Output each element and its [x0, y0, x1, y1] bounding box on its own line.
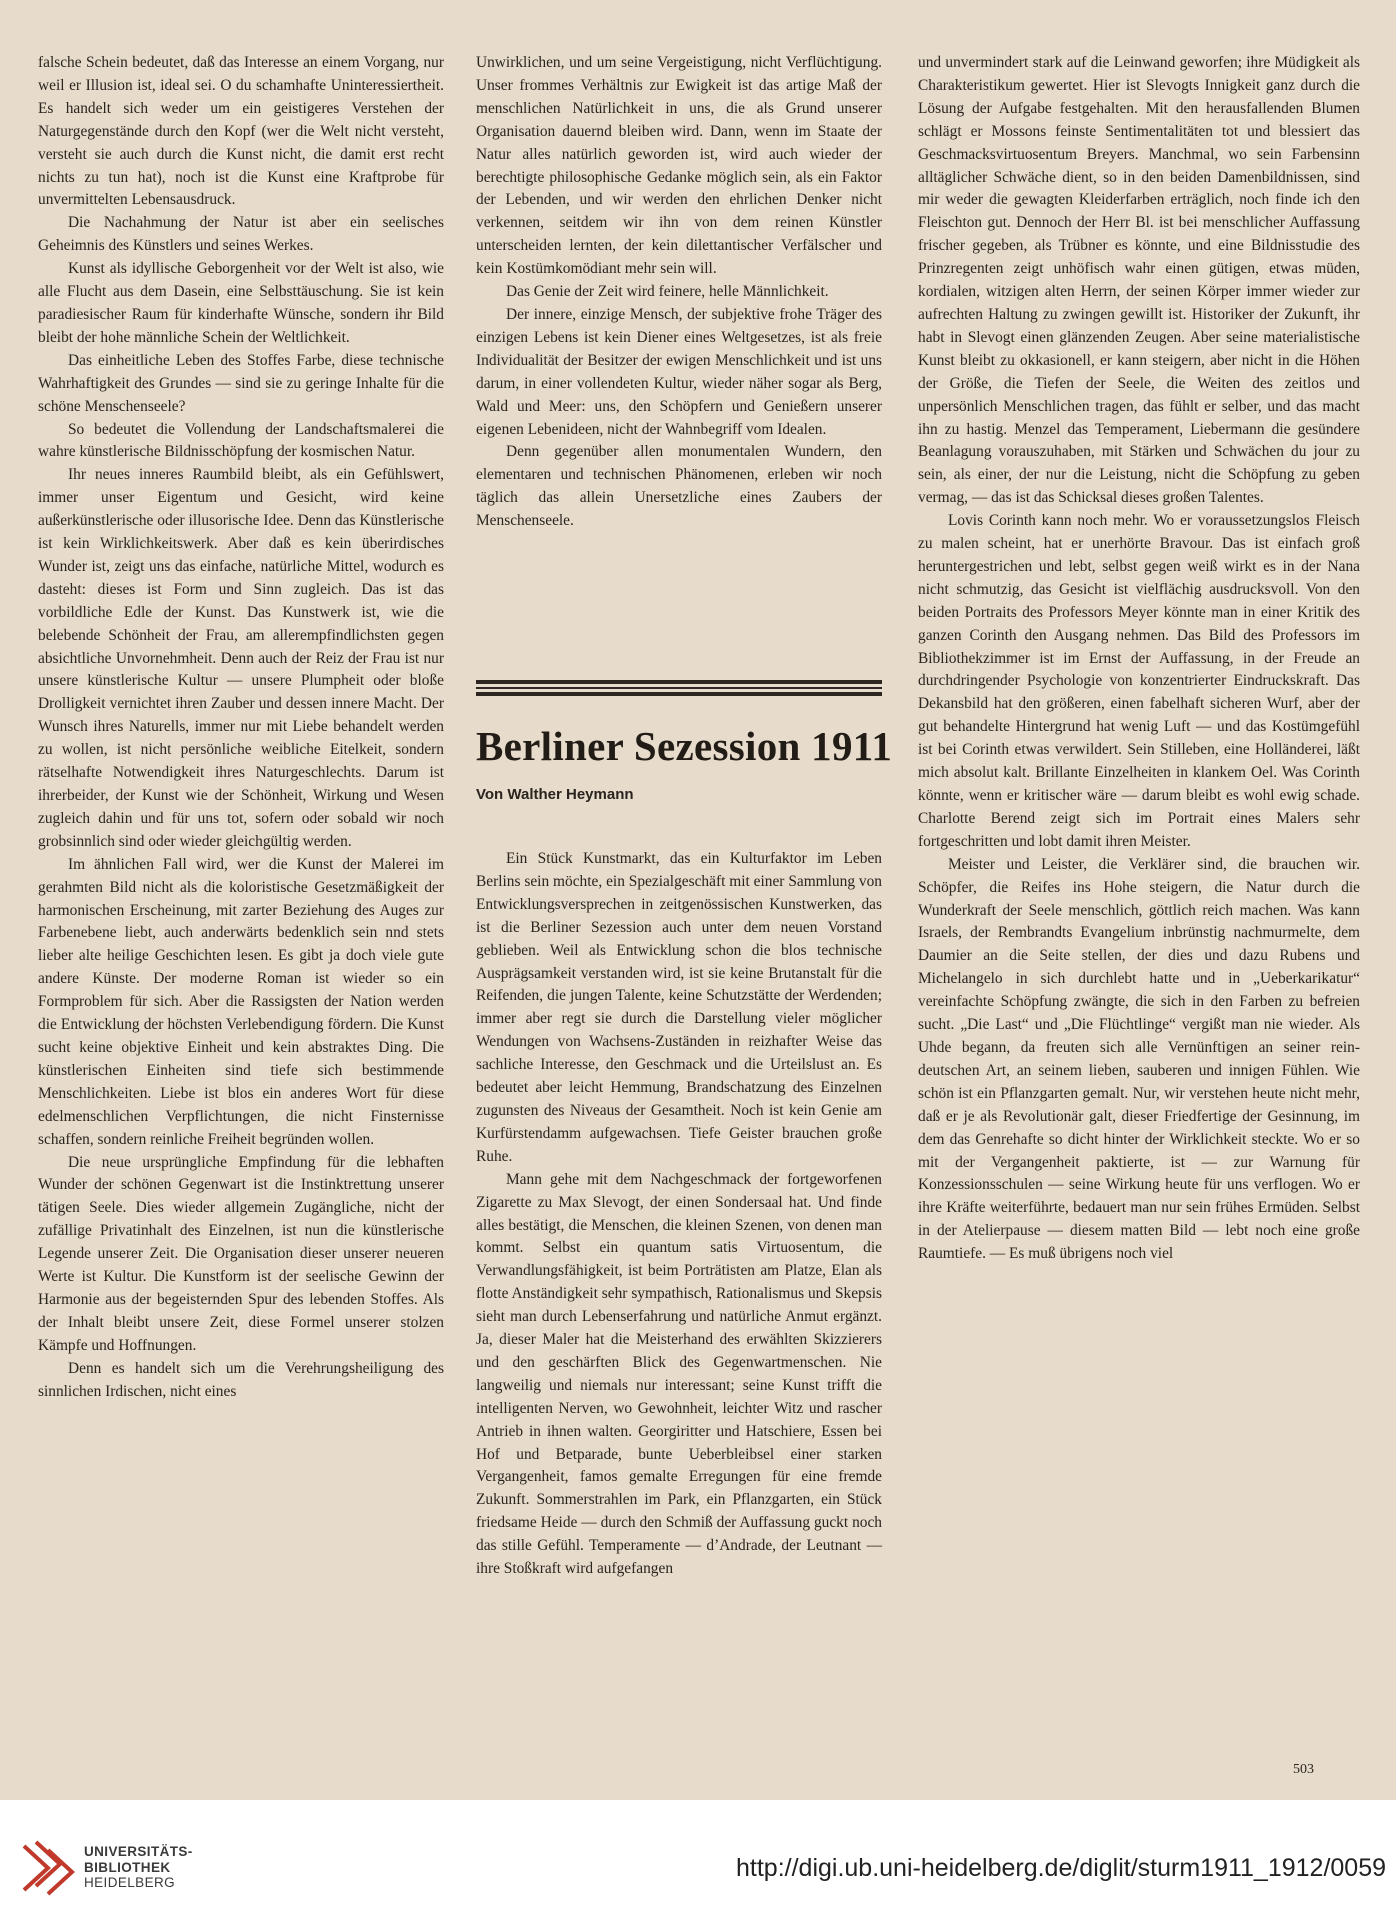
- paragraph: Das einheitliche Leben des Stoffes Farbe, diese technische Wahrhaftigkeit des Grundes — sind sie zu geringe Inhalte für die schöne Menschenseele?: [38, 351, 444, 415]
- paragraph: und unvermindert stark auf die Leinwand geworfen; ihre Müdigkeit als Charakteristikum gewertet. Hier ist Slevogts Innigkeit ganz durch die Lösung der Aufgabe festgehalten. Mit den herausfallenden Blumen schlägt er Mossons feinste Sentimentalitäten tot und blessiert das Geschmacksvirtuosentum Breyers. Manchmal, wo sein Farbensinn alltäglicher Schwäche dient, so in den beiden Damenbildnissen, sind mir weder die gewagten Kleiderfarben erträglich, noch finde ich den Fleischton gut. Dennoch der Herr Bl. ist bei menschlicher Auffassung frischer gegeben, als Trübner es könnte, und eine Bildnisstudie des Prinzregenten zeigt unhöfisch wahr einen gütigen, etwas müden, kordialen, witzigen alten Herrn, der seinen Körper immer wieder zur aufrechten Haltung zu zwingen gewillt ist. Historiker der Zukunft, ihr habt in Slevogt einen glänzenden Zeugen. Aber seine materialistische Kunst bleibt zu okkasionell, er kann steigern, aber nicht in die Höhen der Größe, die Tiefen der Seele, die Weiten des zeitlos und unpersönlich Menschlichen tragen, das fühlt er selber, und das macht ihn zu hastig. Menzel das Temperament, Liebermann die gesündere Beanlagung vorauszuhaben, mit Stärken und Schwächen du jour zu sein, als einer, der nur die Leistung, nicht die Schöpfung zu geben vermag, — das ist das Schicksal dieses großen Talentes.: [918, 54, 1360, 507]
- heidelberg-library-logo-icon: [18, 1838, 78, 1900]
- paragraph: Denn es handelt sich um die Verehrungsheiligung des sinnlichen Irdischen, nicht eines: [38, 1359, 444, 1400]
- paragraph: Denn gegenüber allen monumentalen Wundern, den elementaren und technischen Phänomenen, erleben wir noch täglich das allein Unersetzliche eines Zaubers der Menschenseele.: [476, 443, 882, 530]
- article-headline: Berliner Sezession 1911: [476, 723, 893, 769]
- text-column-middle-article: [476, 848, 882, 1581]
- text-column-left: [38, 52, 444, 1403]
- paragraph: Im ähnlichen Fall wird, wer die Kunst der Malerei im gerahmten Bild nicht als die koloristische Gesetzmäßigkeit der harmonischen Erscheinung, mit zarter Beziehung des Auges zur Farbenebene liebt, auch anderwärts bedenklich sein nnd stets lieber alte heilige Geschichten lesen. Es gibt ja doch viele gute andere Künste. Der moderne Roman ist wieder so ein Formproblem für sich. Aber die Rassigsten der Nation werden die Entwicklung der höchsten Verlebendigung fördern. Die Kunst sucht keine objektive Einheit und kein abstraktes Ding. Die künstlerischen Einheiten sind tiefe sich bestimmende Menschlichkeiten. Liebe ist blos ein anderes Wort für diese edelmenschlichen Verpflichtungen, die nicht Finsternisse schaffen, sondern reinliche Freiheit begründen wollen.: [38, 855, 444, 1148]
- paragraph: Meister und Leister, die Verklärer sind, die brauchen wir. Schöpfer, die Reifes ins Hohe steigern, die Natur durch die Wunderkraft der Seele menschlich, göttlich reich machen. Was kann Israels, der Rembrandts Evangelium inbrünstig nachmurmelte, dem Daumier an die Seite stellen, der dies und dazu Rubens und Michelangelo in sich durchlebt hatte und in „Ueberkarikatur“ vereinfachte Schöpfung zwängte, die sich in den Farben zu befreien sucht. „Die Last“ und „Die Flüchtlinge“ vergißt man nie wieder. Als Uhde begann, da freuten sich alle Vernünftigen an seiner rein-deutschen Art, an seinem lieben, sauberen und innigen Fühlen. Wie schön ist ein Pflanzgarten gemalt. Nur, wir verstehen heute nicht mehr, daß er je als Revolutionär galt, dieser Friedfertige der Gesinnung, im dem das Genrehafte so dicht hinter der Wirklichkeit steckte. Wo er so mit der Vergangenheit paktierte, ist — zur Warnung für Konzessionsschulen — seine Wirkung heute für uns verflogen. Wo er ihre Kräfte weiterführte, bedauert man nur sein frühes Ermüden. Selbst in der Atelierpause — diesem matten Bild — lebt noch eine große Raumtiefe. — Es muß übrigens noch viel: [918, 855, 1360, 1263]
- paragraph: Die Nachahmung der Natur ist aber ein seelisches Geheimnis des Künstlers und seines Werkes.: [38, 214, 444, 255]
- paragraph: Mann gehe mit dem Nachgeschmack der fortgeworfenen Zigarette zu Max Slevogt, der einen Sondersaal hat. Und finde alles bestätigt, die Menschen, die kleinen Szenen, von denen man kommt. Selbst ein quantum satis Virtuosentum, die Verwandlungsfähigkeit, ist beim Porträtisten am Platze, Elan als flotte Anständigkeit sehr sympathisch, Rationalismus und Skepsis sieht man durch Lebenserfahrung und natürliche Anmut ergänzt. Ja, dieser Maler hat die Meisterhand des erwählten Skizzierers und den geschärften Blick des Gegenwartmenschen. Nie langweilig und niemals nur interessant; seine Kunst trifft die intelligenten Nerven, wo Gewohnheit, leichter Witz und rascher Antrieb in ihnen walten. Georgiritter und Hatschiere, Essen bei Hof und Betparade, bunte Ueberbleibsel einer starken Vergangenheit, famos gemalte Erregungen für eine fremde Zukunft. Sommerstrahlen im Park, ein Pflanzgarten, ein Stück friedsame Heide — durch den Schmiß der Auffassung guckt noch das stille Gefühl. Temperamente — d’Andrade, der Leutnant — ihre Stoßkraft wird aufgefangen: [476, 1170, 882, 1578]
- section-divider-thick-top: [476, 680, 882, 684]
- section-divider-thin: [476, 687, 882, 689]
- paragraph: So bedeutet die Vollendung der Landschaftsmalerei die wahre künstlerische Bildnisschöpfung der kosmischen Natur.: [38, 420, 444, 461]
- library-name-line: UNIVERSITÄTS-: [84, 1844, 193, 1859]
- paragraph: Lovis Corinth kann noch mehr. Wo er voraussetzungslos Fleisch zu malen scheint, hat er unerhörte Bravour. Das ist einfach groß heruntergestrichen und lebt, selbst gegen weiß wirkt es in der Nana nicht schmutzig, das Gesicht ist vielflächig ausdrucksvoll. Von den beiden Portraits des Professors Meyer könnte man in einer Kritik des ganzen Corinth den Ausgang nehmen. Das Bild des Professors im Bibliothekzimmer ist im Ernst der Auffassung, in der Freude an durchdringender Psychologie von konzentrierter Eindruckskraft. Das Dekansbild hat den größeren, einen fabelhaft sicheren Wurf, aber der gut behandelte Hintergrund hat wenig Luft — und das Kostümgefühl ist bei Corinth etwas verwildert. Sein Stilleben, eine Holländerei, läßt mich absolut kalt. Brillante Einzelheiten in klankem Oel. Was Corinth könnte, wenn er kritischer wäre — darum bleibt es wohl ewig schade. Charlotte Berend zeigt sich im Portrait eines Malers sehr fortgeschritten und lobt damit ihren Meister.: [918, 512, 1360, 850]
- text-column-middle-top: [476, 52, 882, 533]
- paragraph: Kunst als idyllische Geborgenheit vor der Welt ist also, wie alle Flucht aus dem Dasein, eine Selbsttäuschung. Sie ist kein paradiesischer Raum für kinderhafte Wünsche, sondern ihr Bild bleibt der hohe männliche Schein der Weltlichkeit.: [38, 260, 444, 346]
- article-byline: Von Walther Heymann: [476, 786, 634, 803]
- footer-bar: [0, 1800, 1396, 1925]
- paragraph: Das Genie der Zeit wird feinere, helle Männlichkeit.: [506, 283, 829, 301]
- paragraph: Unwirklichen, und um seine Vergeistigung, nicht Verflüchtigung. Unser frommes Verhältnis zur Ewigkeit ist das artige Maß der menschlichen Natürlichkeit in uns, die als Grund unserer Organisation dauernd bleiben wird. Dann, wenn im Staate der Natur alles natürlich geworden ist, wird auch wieder der berechtigte philosophische Gedanke möglich sein, als ein Faktor der Lebenden, und wir werden den ehrlichen Denker nicht verkennen, seitdem wir ihn von dem reinen Künstler unterscheiden lernten, der kein dilettantischer Verfälscher und kein Kostümkomödiant mehr sein will.: [476, 54, 882, 278]
- paragraph: Ihr neues inneres Raumbild bleibt, als ein Gefühlswert, immer unser Eigentum und Gesicht, wird keine außerkünstlerische oder illusorische Idee. Denn das Künstlerische ist kein Wirklichkeitswerk. Aber daß es kein überirdisches Wunder ist, zeigt uns das einfache, natürliche Mittel, wodurch es dasteht: dieses ist Form und Sinn zugleich. Das ist das vorbildliche Edle der Kunst. Das Kunstwerk ist, wie die belebende Schönheit der Frau, am allerempfindlichsten gegen absichtliche Unvornehmheit. Denn auch der Reiz der Frau ist nur unsere künstlerische Kultur — unsere Plumpheit oder bloße Drolligkeit vernichtet ihren Zauber und dessen innere Macht. Der Wunsch ihres Naturells, immer nur mit Liebe behandelt werden zu wollen, ist nicht persönliche weibliche Eitelkeit, sondern rätselhafte Notwendigkeit ihres Naturgeschlechts. Darum ist ihrerbeider, der Kunst wie der Schönheit, Wirkung und Wesen zugleich dahin und für uns tot, sofern oder sobald wir noch grobsinnlich sind oder wieder gleichgültig werden.: [38, 466, 444, 850]
- section-divider-thick-bottom: [476, 692, 882, 696]
- paragraph: Die neue ursprüngliche Empfindung für die lebhaften Wunder der schönen Gegenwart ist die Instinktrettung unserer tätigen Seele. Dies wieder allgemein Zugängliche, nicht der zufällige Privatinhalt des Einzelnen, ist nun die künstlerische Legende unserer Zeit. Die Organisation dieser unserer neueren Werte ist Kultur. Die Kunstform ist der seelische Gewinn der Harmonie aus der begeisternden Spur des lebenden Stoffes. Als der Inhalt bleibt unsere Zeit, diese Formel unserer stolzen Kämpfe und Hoffnungen.: [38, 1153, 444, 1354]
- library-name-line: HEIDELBERG: [84, 1875, 176, 1890]
- paragraph: Der innere, einzige Mensch, der subjektive frohe Träger des einzigen Lebens ist kein Diener eines Weltgesetzes, ist als freie Individualität der Besitzer der ewigen Menschlichkeit und ist uns darum, in einer vollendeten Kultur, wieder näher sogar als Berg, Wald und Meer: uns, den Schöpfern und Genießern unserer eigenen Lebenideen, nicht der Wahnbegriff vom Idealen.: [476, 305, 882, 438]
- paragraph: falsche Schein bedeutet, daß das Interesse an einem Vorgang, nur weil er Illusion ist, ideal sei. O du schamhafte Uninteressiertheit. Es handelt sich weder um ein geistigeres Verstehen der Naturgegenstände durch den Kopf (wer die Welt nicht versteht, versteht sie auch durch die Kunst nicht, die damit erst recht nichts zu tun hat), noch ist die Kunst eine Kraftprobe für unvermittelten Lebensausdruck.: [38, 54, 444, 209]
- paragraph: Ein Stück Kunstmarkt, das ein Kulturfaktor im Leben Berlins sein möchte, ein Spezialgeschäft mit einer Sammlung von Entwicklungsversprechen in zeitgenössischen Kunstwerken, das ist die Berliner Sezession auch unter dem neuen Vorstand geblieben. Weil als Entwicklung schon die blos technische Ausprägsamkeit verstanden wird, ist sie keine Brutanstalt für die Reifenden, die jungen Talente, keine Schutzstätte der Werdenden; immer aber regt sie durch die Darstellung vieler möglicher Wendungen von Wachsens-Zuständen in reizhafter Weise das sachliche Interesse, den Geschmack und die Urteilslust an. Es bedeutet aber leicht Hemmung, Brandschatzung des Einzelnen zugunsten des Niveaus der Gesamtheit. Noch ist kein Genie am Kurfürstendamm aufgewachsen. Tiefe Geister brauchen große Ruhe.: [476, 850, 882, 1165]
- text-column-right: [918, 52, 1360, 1266]
- permalink-url[interactable]: http://digi.ub.uni-heidelberg.de/diglit/sturm1911_1912/0059: [736, 1854, 1386, 1882]
- page-number: 503: [1293, 1762, 1314, 1777]
- library-name: [84, 1844, 193, 1891]
- library-name-line: BIBLIOTHEK: [84, 1859, 171, 1875]
